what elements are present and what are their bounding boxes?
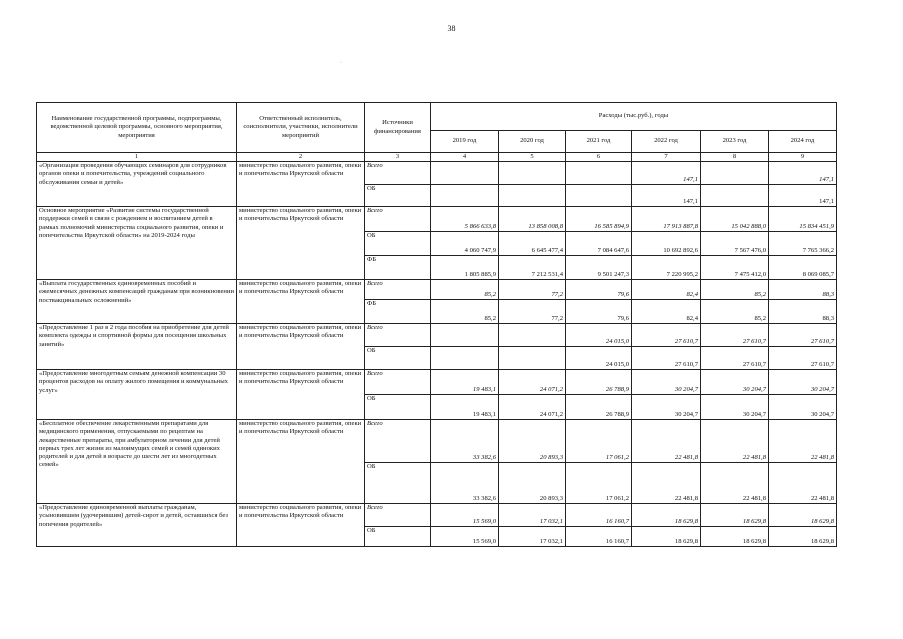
amount-cell: 147,1 xyxy=(769,185,837,207)
amount-cell: 26 788,9 xyxy=(566,370,632,395)
funding-source: Всего xyxy=(365,162,431,185)
amount-cell: 19 483,1 xyxy=(431,395,499,420)
column-number: 9 xyxy=(769,153,837,162)
amount-cell: 30 204,7 xyxy=(701,395,769,420)
amount-cell: 8 069 085,7 xyxy=(769,256,837,280)
amount-cell: 18 629,8 xyxy=(701,504,769,527)
amount-cell: 27 610,7 xyxy=(632,324,701,347)
year-2022: 2022 год xyxy=(632,131,701,153)
funding-source: Всего xyxy=(365,420,431,463)
amount-cell: 15 569,0 xyxy=(431,527,499,547)
amount-cell: 9 501 247,3 xyxy=(566,256,632,280)
amount-cell: 22 481,8 xyxy=(701,420,769,463)
amount-cell xyxy=(431,162,499,185)
amount-cell: 4 060 747,9 xyxy=(431,232,499,256)
amount-cell: 33 382,6 xyxy=(431,463,499,504)
amount-cell: 7 567 476,0 xyxy=(701,232,769,256)
funding-source: ОБ xyxy=(365,527,431,547)
amount-cell: 15 042 888,0 xyxy=(701,207,769,232)
amount-cell: 27 610,7 xyxy=(701,347,769,370)
amount-cell: 30 204,7 xyxy=(769,370,837,395)
amount-cell: 147,1 xyxy=(769,162,837,185)
amount-cell xyxy=(701,185,769,207)
budget-table xyxy=(36,102,837,547)
funding-source: Всего xyxy=(365,370,431,395)
amount-cell: 6 645 477,4 xyxy=(499,232,566,256)
amount-cell xyxy=(431,324,499,347)
amount-cell: 7 084 647,6 xyxy=(566,232,632,256)
header-name: Наименование государственной программы, подпрограммы, ведомственной целевой программы, основного мероприятия, мероприятия xyxy=(37,103,237,153)
amount-cell: 17 032,1 xyxy=(499,504,566,527)
amount-cell: 17 061,2 xyxy=(566,463,632,504)
executor: министерство социального развития, опеки и попечительства Иркутской области xyxy=(237,280,365,324)
column-number: 8 xyxy=(701,153,769,162)
executor: министерство социального развития, опеки и попечительства Иркутской области xyxy=(237,162,365,207)
funding-source: ОБ xyxy=(365,463,431,504)
amount-cell: 18 629,8 xyxy=(769,504,837,527)
executor: министерство социального развития, опеки и попечительства Иркутской области xyxy=(237,420,365,504)
funding-source: ФБ xyxy=(365,256,431,280)
funding-source: Всего xyxy=(365,207,431,232)
year-2021: 2021 год xyxy=(566,131,632,153)
amount-cell: 19 483,1 xyxy=(431,370,499,395)
amount-cell: 24 015,0 xyxy=(566,324,632,347)
amount-cell: 85,2 xyxy=(431,300,499,324)
table-body xyxy=(37,162,837,547)
table-row xyxy=(37,324,837,347)
amount-cell: 24 071,2 xyxy=(499,395,566,420)
amount-cell: 24 071,2 xyxy=(499,370,566,395)
amount-cell: 17 061,2 xyxy=(566,420,632,463)
amount-cell: 17 032,1 xyxy=(499,527,566,547)
amount-cell: 85,2 xyxy=(701,280,769,300)
amount-cell: 22 481,8 xyxy=(701,463,769,504)
amount-cell: 27 610,7 xyxy=(701,324,769,347)
amount-cell: 88,3 xyxy=(769,300,837,324)
amount-cell: 15 834 451,9 xyxy=(769,207,837,232)
amount-cell: 88,3 xyxy=(769,280,837,300)
column-number: 3 xyxy=(365,153,431,162)
measure-name: Основное мероприятие «Развитие системы государственной поддержки семей в связи с рождением и воспитанием детей в рамках полномочий министерства социального развития, опеки и попечительства Иркутской области» на 2019-2024 годы xyxy=(37,207,237,280)
amount-cell: 5 866 633,8 xyxy=(431,207,499,232)
amount-cell: 16 160,7 xyxy=(566,504,632,527)
amount-cell: 15 569,0 xyxy=(431,504,499,527)
header-expenses: Расходы (тыс.руб.), годы xyxy=(431,103,837,131)
header-source: Источники финансирования xyxy=(365,103,431,153)
amount-cell: 22 481,8 xyxy=(632,463,701,504)
amount-cell: 13 858 008,8 xyxy=(499,207,566,232)
amount-cell: 7 475 412,0 xyxy=(701,256,769,280)
funding-source: Всего xyxy=(365,280,431,300)
amount-cell: 30 204,7 xyxy=(632,370,701,395)
amount-cell: 24 015,0 xyxy=(566,347,632,370)
executor: министерство социального развития, опеки и попечительства Иркутской области xyxy=(237,370,365,420)
amount-cell: 30 204,7 xyxy=(632,395,701,420)
table-row xyxy=(37,162,837,185)
measure-name: «Организация проведения обучающих семинаров для сотрудников органов опеки и попечительства, учреждений социального обслуживания семьи и детей» xyxy=(37,162,237,207)
funding-source: ФБ xyxy=(365,300,431,324)
amount-cell: 7 220 995,2 xyxy=(632,256,701,280)
amount-cell xyxy=(499,162,566,185)
amount-cell: 18 629,8 xyxy=(632,504,701,527)
amount-cell: 77,2 xyxy=(499,280,566,300)
amount-cell: 85,2 xyxy=(701,300,769,324)
scan-speck: · xyxy=(340,60,342,66)
table-row xyxy=(37,280,837,300)
amount-cell: 7 212 531,4 xyxy=(499,256,566,280)
year-2023: 2023 год xyxy=(701,131,769,153)
measure-name: «Предоставление многодетным семьям денежной компенсации 30 процентов расходов на оплату жилого помещения и коммунальных услуг» xyxy=(37,370,237,420)
amount-cell: 27 610,7 xyxy=(632,347,701,370)
amount-cell: 85,2 xyxy=(431,280,499,300)
amount-cell xyxy=(499,347,566,370)
funding-source: Всего xyxy=(365,324,431,347)
funding-source: ОБ xyxy=(365,347,431,370)
amount-cell: 82,4 xyxy=(632,280,701,300)
column-number-row xyxy=(37,153,837,162)
header-executor: Ответственный исполнитель, соисполнители, участники, исполнители мероприятий xyxy=(237,103,365,153)
amount-cell xyxy=(431,185,499,207)
amount-cell: 16 585 894,9 xyxy=(566,207,632,232)
amount-cell xyxy=(431,347,499,370)
funding-source: Всего xyxy=(365,504,431,527)
table-row xyxy=(37,420,837,463)
amount-cell: 79,6 xyxy=(566,300,632,324)
table-row xyxy=(37,504,837,527)
page-number: 38 xyxy=(447,24,456,33)
amount-cell: 22 481,8 xyxy=(769,463,837,504)
amount-cell: 7 765 366,2 xyxy=(769,232,837,256)
amount-cell: 26 788,9 xyxy=(566,395,632,420)
amount-cell xyxy=(499,185,566,207)
column-number: 2 xyxy=(237,153,365,162)
funding-source: ОБ xyxy=(365,395,431,420)
amount-cell: 30 204,7 xyxy=(701,370,769,395)
year-2020: 2020 год xyxy=(499,131,566,153)
amount-cell: 30 204,7 xyxy=(769,395,837,420)
column-number: 4 xyxy=(431,153,499,162)
amount-cell: 20 893,3 xyxy=(499,420,566,463)
amount-cell: 27 610,7 xyxy=(769,347,837,370)
column-number: 7 xyxy=(632,153,701,162)
measure-name: «Бесплатное обеспечение лекарственными препаратами для медицинского применения, отпускаемыми по рецептам на лекарственные препараты, при амбулаторном лечении для детей первых трех лет жизни из малоимущих семей и семей одиноких родителей и для детей в возрасте до шести лет из многодетных семей» xyxy=(37,420,237,504)
amount-cell: 147,1 xyxy=(632,185,701,207)
amount-cell: 33 382,6 xyxy=(431,420,499,463)
amount-cell: 17 913 887,8 xyxy=(632,207,701,232)
amount-cell xyxy=(566,185,632,207)
amount-cell xyxy=(499,324,566,347)
amount-cell: 18 629,8 xyxy=(769,527,837,547)
amount-cell: 10 692 892,6 xyxy=(632,232,701,256)
funding-source: ОБ xyxy=(365,185,431,207)
measure-name: «Предоставление 1 раз в 2 года пособия на приобретение для детей комплекта одежды и спортивной формы для посещения школьных занятий» xyxy=(37,324,237,370)
amount-cell: 77,2 xyxy=(499,300,566,324)
measure-name: «Выплата государственных единовременных пособий и ежемесячных денежных компенсаций гражданам при возникновении поствакцинальных осложнений» xyxy=(37,280,237,324)
amount-cell: 22 481,8 xyxy=(632,420,701,463)
year-2024: 2024 год xyxy=(769,131,837,153)
amount-cell: 18 629,8 xyxy=(632,527,701,547)
column-number: 6 xyxy=(566,153,632,162)
executor: министерство социального развития, опеки и попечительства Иркутской области xyxy=(237,504,365,547)
amount-cell: 147,1 xyxy=(632,162,701,185)
table-row xyxy=(37,207,837,232)
amount-cell: 20 893,3 xyxy=(499,463,566,504)
executor: министерство социального развития, опеки и попечительства Иркутской области xyxy=(237,207,365,280)
amount-cell: 79,6 xyxy=(566,280,632,300)
column-number: 1 xyxy=(37,153,237,162)
amount-cell xyxy=(701,162,769,185)
amount-cell: 18 629,8 xyxy=(701,527,769,547)
header-row xyxy=(37,103,837,131)
amount-cell: 22 481,8 xyxy=(769,420,837,463)
amount-cell: 27 610,7 xyxy=(769,324,837,347)
table-row xyxy=(37,370,837,395)
column-number: 5 xyxy=(499,153,566,162)
executor: министерство социального развития, опеки и попечительства Иркутской области xyxy=(237,324,365,370)
measure-name: «Предоставление единовременной выплаты гражданам, усыновившим (удочерившим) детей-сирот и детей, оставшихся без попечения родителей» xyxy=(37,504,237,547)
amount-cell xyxy=(566,162,632,185)
amount-cell: 1 805 885,9 xyxy=(431,256,499,280)
funding-source: ОБ xyxy=(365,232,431,256)
amount-cell: 16 160,7 xyxy=(566,527,632,547)
amount-cell: 82,4 xyxy=(632,300,701,324)
year-2019: 2019 год xyxy=(431,131,499,153)
